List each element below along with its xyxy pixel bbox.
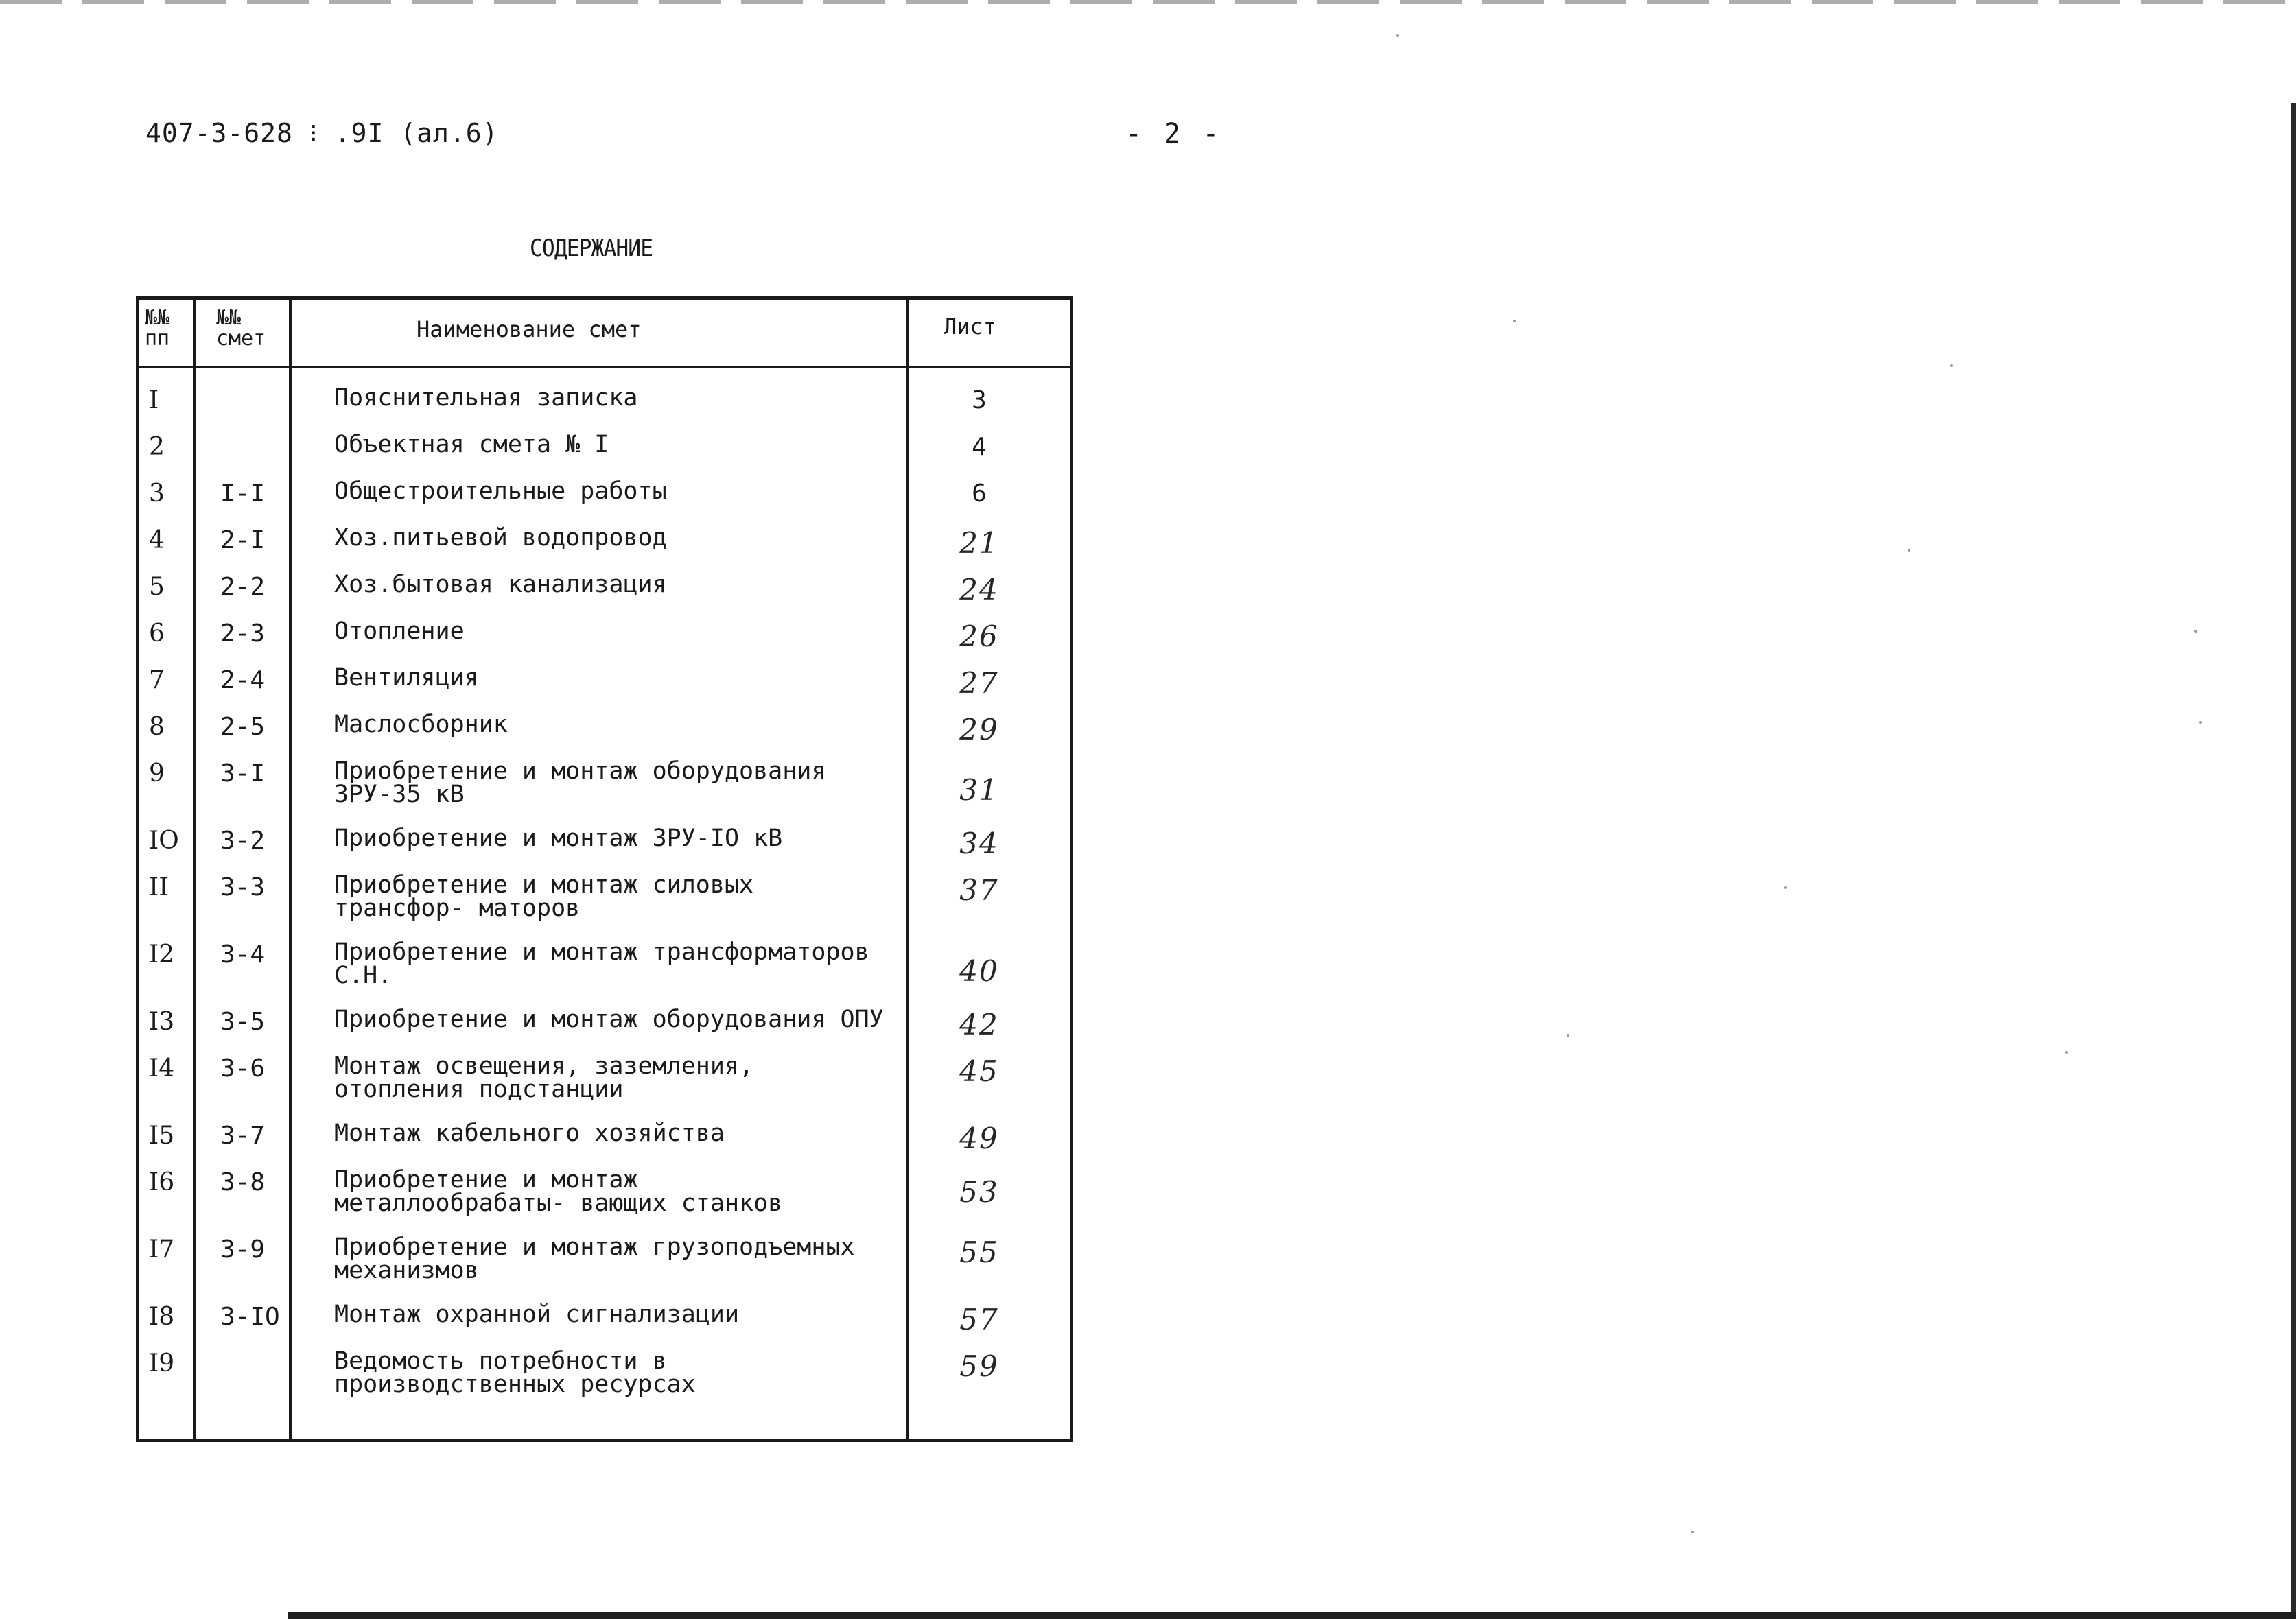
scan-edge-bottom (288, 1612, 2296, 1619)
row-sheet: 6 (972, 480, 987, 508)
row-number: I (149, 386, 159, 414)
row-code: I-I (220, 480, 266, 508)
row-sheet: 29 (959, 713, 999, 746)
row-sheet: 27 (959, 666, 999, 700)
row-code: 3-6 (220, 1054, 266, 1083)
row-code: 3-7 (220, 1122, 266, 1150)
row-number: IO (149, 827, 179, 855)
scan-speck (1396, 34, 1399, 37)
scan-speck (2065, 1051, 2068, 1054)
row-sheet: 59 (959, 1349, 999, 1383)
row-number: I9 (149, 1349, 175, 1378)
row-code: 3-5 (220, 1008, 266, 1036)
row-name: Приобретение и монтаж оборудования ОПУ (334, 1006, 884, 1033)
row-sheet: 26 (959, 619, 999, 653)
scan-speck (2199, 721, 2202, 724)
row-code: 2-4 (220, 666, 266, 694)
row-name: Монтаж охранной сигнализации (334, 1301, 740, 1328)
row-code: 3-9 (220, 1236, 266, 1264)
row-number: 5 (149, 573, 165, 601)
scan-speck (1513, 320, 1516, 322)
row-name: Отопление (334, 617, 465, 645)
row-sheet: 4 (972, 433, 987, 461)
row-name: Приобретение и монтаж силовых трансфор- маторов (334, 871, 754, 922)
row-number: I4 (149, 1054, 175, 1083)
row-sheet: 42 (959, 1008, 999, 1041)
row-number: 9 (149, 759, 165, 788)
row-name: Монтаж освещения, заземления, отопления подстанции (334, 1052, 754, 1103)
header-code-col (216, 308, 266, 349)
row-code: 3-IO (220, 1303, 280, 1331)
row-code: 2-I (220, 526, 266, 554)
row-code: 2-3 (220, 619, 266, 648)
header-num-line1: №№ (145, 306, 170, 330)
scan-speck (1950, 364, 1953, 367)
row-name: Маслосборник (334, 711, 508, 738)
row-sheet: 53 (959, 1175, 999, 1209)
row-name: Общестроительные работы (334, 477, 667, 505)
row-code: 2-2 (220, 573, 266, 601)
row-sheet: 31 (959, 773, 999, 807)
row-name: Приобретение и монтаж грузоподъемных механизмов (334, 1233, 855, 1284)
row-sheet: 3 (972, 386, 987, 414)
row-number: II (149, 873, 169, 901)
row-name: Приобретение и монтаж оборудования ЗРУ-35 кВ (334, 757, 826, 808)
row-sheet: 21 (959, 526, 999, 560)
row-number: 6 (149, 619, 165, 648)
row-name: Пояснительная записка (334, 384, 638, 412)
row-name: Вентиляция (334, 664, 479, 692)
row-sheet: 49 (959, 1122, 999, 1155)
row-name: Ведомость потребности в производственных ресурсах (334, 1347, 696, 1398)
page-number: - 2 - (1125, 118, 1222, 150)
header-num-col (145, 308, 169, 349)
row-code: 3-3 (220, 873, 266, 901)
header-divider (139, 366, 1070, 368)
row-name: Монтаж кабельного хозяйства (334, 1120, 725, 1147)
header-num-line2: пп (145, 327, 170, 351)
row-code: 3-I (220, 759, 266, 788)
row-code: 3-4 (220, 941, 266, 969)
header-name-col: Наименование смет (417, 316, 642, 342)
row-sheet: 57 (959, 1303, 999, 1336)
row-number: 2 (149, 433, 165, 461)
row-name: Приобретение и монтаж трансформаторов С.Н. (334, 938, 869, 989)
header-code-line1: №№ (216, 306, 242, 330)
row-number: I7 (149, 1236, 175, 1264)
row-sheet: 24 (959, 573, 999, 606)
row-number: I3 (149, 1008, 175, 1036)
row-name: Хоз.бытовая канализация (334, 571, 667, 598)
scan-speck (2194, 630, 2197, 633)
scan-edge-top (0, 0, 2296, 4)
header-sheet-col: Лист (944, 314, 997, 340)
row-number: 3 (149, 480, 165, 508)
row-sheet: 40 (959, 954, 999, 988)
row-sheet: 45 (959, 1054, 999, 1088)
row-number: I8 (149, 1303, 175, 1331)
row-name: Объектная смета № I (334, 431, 609, 458)
scan-edge-right (2291, 103, 2296, 1619)
row-number: 7 (149, 666, 165, 694)
column-divider (193, 300, 196, 1439)
row-code: 2-5 (220, 713, 266, 741)
row-code: 3-8 (220, 1168, 266, 1196)
row-name: Приобретение и монтаж металлообрабаты- вающих станков (334, 1166, 783, 1217)
scan-speck (1784, 886, 1787, 889)
contents-table (136, 296, 1073, 1442)
row-name: Хоз.питьевой водопровод (334, 524, 667, 552)
document-code: 407-3-628 ⁝ .9I (ал.6) (145, 118, 499, 148)
scan-speck (1567, 1034, 1569, 1037)
row-number: I5 (149, 1122, 175, 1150)
row-code: 3-2 (220, 827, 266, 855)
scan-speck (1691, 1531, 1694, 1533)
row-number: 8 (149, 713, 165, 741)
row-sheet: 34 (959, 827, 999, 860)
contents-title: СОДЕРЖАНИЕ (530, 235, 653, 262)
row-number: I2 (149, 941, 175, 969)
row-number: I6 (149, 1168, 175, 1196)
row-name: Приобретение и монтаж ЗРУ-IO кВ (334, 825, 783, 852)
row-sheet: 55 (959, 1236, 999, 1269)
header-code-line2: смет (216, 327, 266, 351)
row-number: 4 (149, 526, 165, 554)
scan-speck (1908, 549, 1910, 552)
column-divider (906, 300, 909, 1439)
column-divider (289, 300, 292, 1439)
row-sheet: 37 (959, 873, 999, 907)
